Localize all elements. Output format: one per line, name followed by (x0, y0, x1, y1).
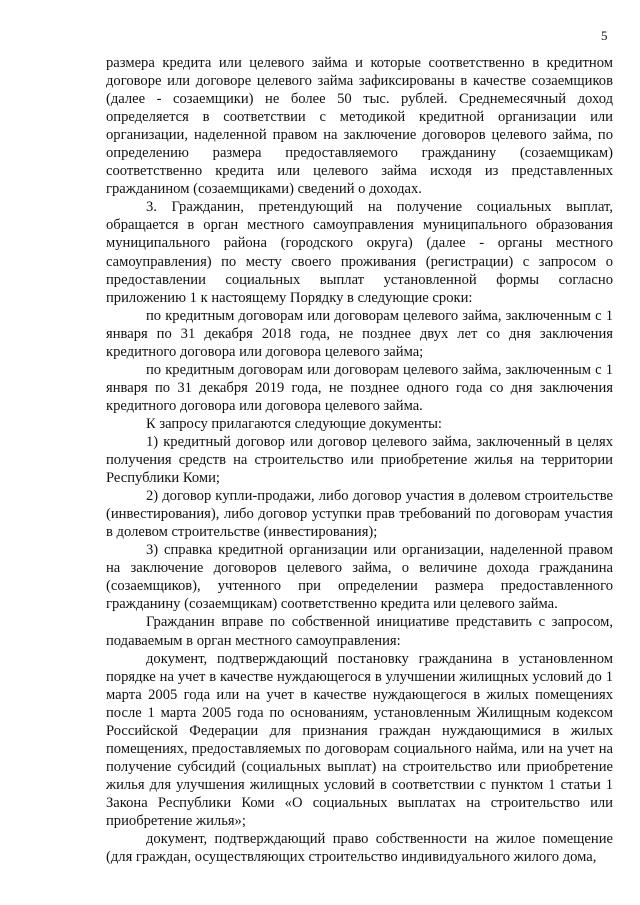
paragraph: 3. Гражданин, претендующий на получение социальных выплат, обращается в орган местного самоуправления муниципального образования муниципального района (городского округа) (далее - органы местного самоуправления) по месту своего проживания (регистрации) с запросом о предоставлении социальных выплат установленной формы согласно приложению 1 к настоящему Порядку в следующие сроки: (106, 199, 613, 306)
paragraph: по кредитным договорам или договорам целевого займа, заключенным с 1 января по 31 декабря 2019 года, не позднее одного года со дня заключения кредитного договора или договора целевого займа. (106, 361, 613, 414)
paragraph: 3) справка кредитной организации или организации, наделенной правом на заключение договоров целевого займа, о величине дохода гражданина (созаемщиков), учтенного при определении размера предоставленного гражданину (созаемщикам) соответственно кредита или целевого займа. (106, 542, 613, 613)
paragraph: К запросу прилагаются следующие документы: (146, 415, 442, 432)
paragraph: Гражданин вправе по собственной инициативе представить с запросом, подаваемым в орган местного самоуправления: (106, 614, 613, 649)
paragraph: документ, подтверждающий постановку гражданина в установленном порядке на учет в качестве нуждающегося в улучшении жилищных условий до 1 марта 2005 года или на учет в качестве нуждающегося в жилых помещениях после 1 марта 2005 года по основаниям, установленным Жилищным кодексом Российской Федерации для признания граждан нуждающимися в жилых помещениях, предоставляемых по договорам социального найма, или на учет на получение субсидий (социальных выплат) на строительство или приобретение жилья для улучшения жилищных условий в соответствии с пунктом 1 статьи 1 Закона Республики Коми «О социальных выплатах на строительство или приобретение жилья»; (106, 650, 613, 829)
paragraph: 2) договор купли-продажи, либо договор участия в долевом строительстве (инвестирования), либо договор уступки прав требований по договорам участия в долевом строительстве (инвестирования); (106, 488, 613, 541)
paragraph: размера кредита или целевого займа и которые соответственно в кредитном договоре или договоре целевого займа зафиксированы в качестве созаемщиков (далее - созаемщики) не более 50 тыс. рублей. Среднемесячный доход определяется в соответствии с методикой кредитной организации или организации, наделенной правом на заключение договоров целевого займа, по определению размера предоставляемого гражданину (созаемщикам) соответственно кредита или целевого займа исходя из представленных гражданином (созаемщиками) сведений о доходах. (106, 55, 613, 198)
paragraph: 1) кредитный договор или договор целевого займа, заключенный в целях получения средств на строительство или приобретение жилья на территории Республики Коми; (106, 433, 613, 487)
document-body (106, 54, 613, 866)
page-number: 5 (601, 28, 608, 43)
paragraph: документ, подтверждающий право собственности на жилое помещение (для граждан, осуществляющих строительство индивидуального жилого дома, (106, 831, 613, 866)
paragraph: по кредитным договорам или договорам целевого займа, заключенным с 1 января по 31 декабря 2018 года, не позднее двух лет со дня заключения кредитного договора или договора целевого займа; (106, 307, 613, 360)
